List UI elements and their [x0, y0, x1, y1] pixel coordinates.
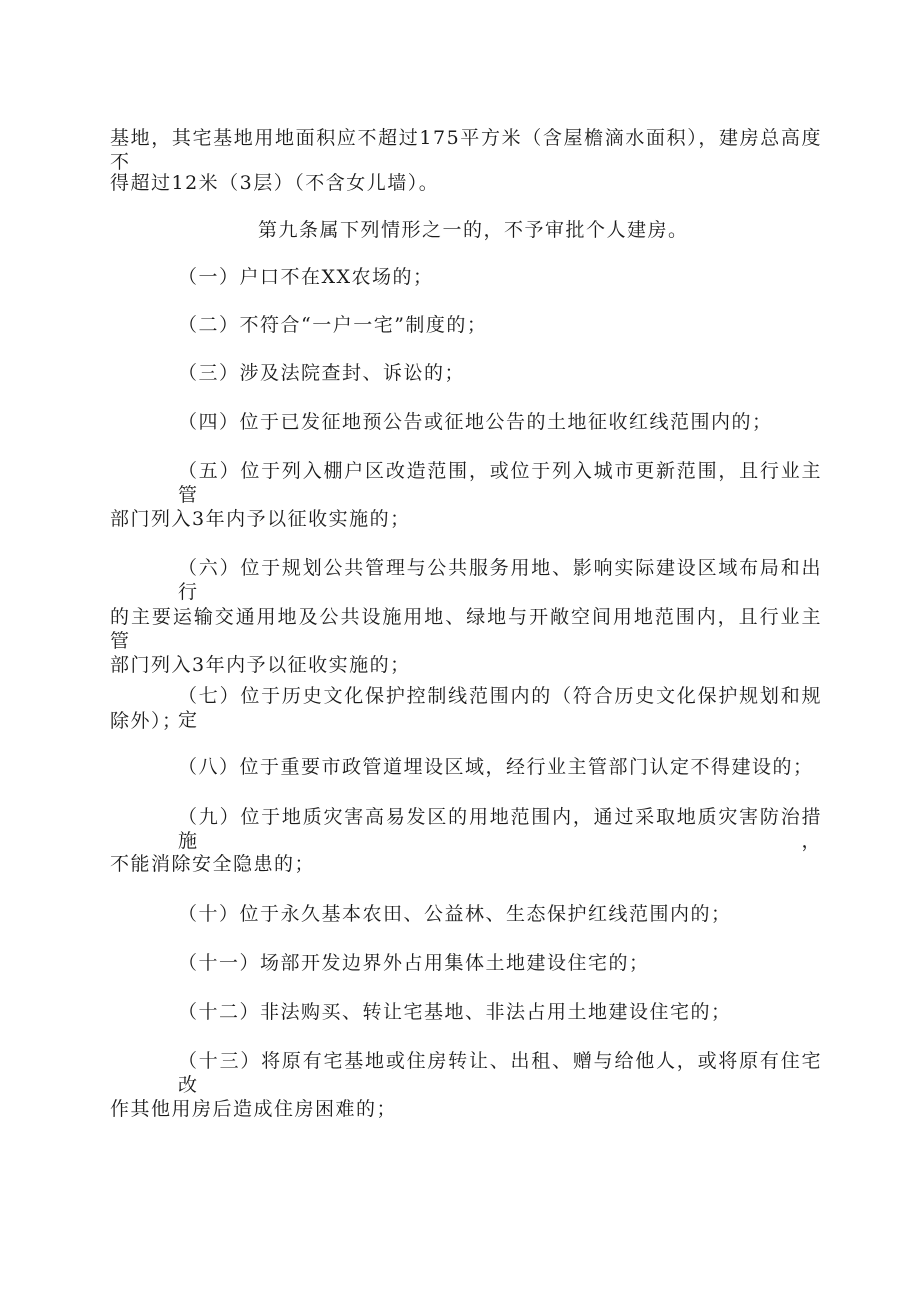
list-item-5-line-2: 部门列入3年内予以征收实施的；: [110, 508, 411, 530]
list-item-13-line-2: 作其他用房后造成住房困难的；: [110, 1098, 398, 1120]
list-item-11: （十一）场部开发边界外占用集体土地建设住宅的；: [178, 952, 650, 974]
list-item-7-line-1: （七）位于历史文化保护控制线范围内的（符合历史文化保护规划和规定: [178, 685, 822, 731]
list-item-9-line-2: 不能消除安全隐患的；: [110, 853, 316, 875]
paragraph-intro-line-2: 得超过12米（3层）（不含女儿墙）。: [110, 172, 440, 194]
list-item-4: （四）位于已发征地预公告或征地公告的土地征收红线范围内的；: [178, 411, 773, 433]
list-item-6-line-1: （六）位于规划公共管理与公共服务用地、影响实际建设区域布局和出行: [178, 557, 822, 603]
list-item-6-line-3: 部门列入3年内予以征收实施的；: [110, 654, 411, 676]
article-9-heading: 第九条属下列情形之一的，不予审批个人建房。: [258, 219, 689, 241]
list-item-2: （二）不符合“一户一宅”制度的；: [178, 314, 488, 336]
list-item-3: （三）涉及法院查封、诉讼的；: [178, 362, 466, 384]
list-item-7-line-2: 除外）；: [110, 710, 183, 732]
list-item-13-line-1: （十三）将原有宅基地或住房转让、出租、赠与给他人，或将原有住宅改: [178, 1050, 822, 1096]
list-item-5-line-1: （五）位于列入棚户区改造范围，或位于列入城市更新范围，且行业主管: [178, 460, 822, 506]
list-item-6-line-2: 的主要运输交通用地及公共设施用地、绿地与开敞空间用地范围内，且行业主管: [110, 606, 822, 652]
list-item-10: （十）位于永久基本农田、公益林、生态保护红线范围内的；: [178, 903, 732, 925]
list-item-9-line-1: （九）位于地质灾害高易发区的用地范围内，通过采取地质灾害防治措施，: [178, 806, 822, 852]
paragraph-intro-line-1: 基地，其宅基地用地面积应不超过175平方米（含屋檐滴水面积），建房总高度不: [110, 127, 822, 173]
list-item-12: （十二）非法购买、转让宅基地、非法占用土地建设住宅的；: [178, 1001, 732, 1023]
list-item-8: （八）位于重要市政管道埋设区域，经行业主管部门认定不得建设的；: [178, 756, 814, 778]
list-item-1: （一）户口不在XX农场的；: [178, 266, 434, 288]
